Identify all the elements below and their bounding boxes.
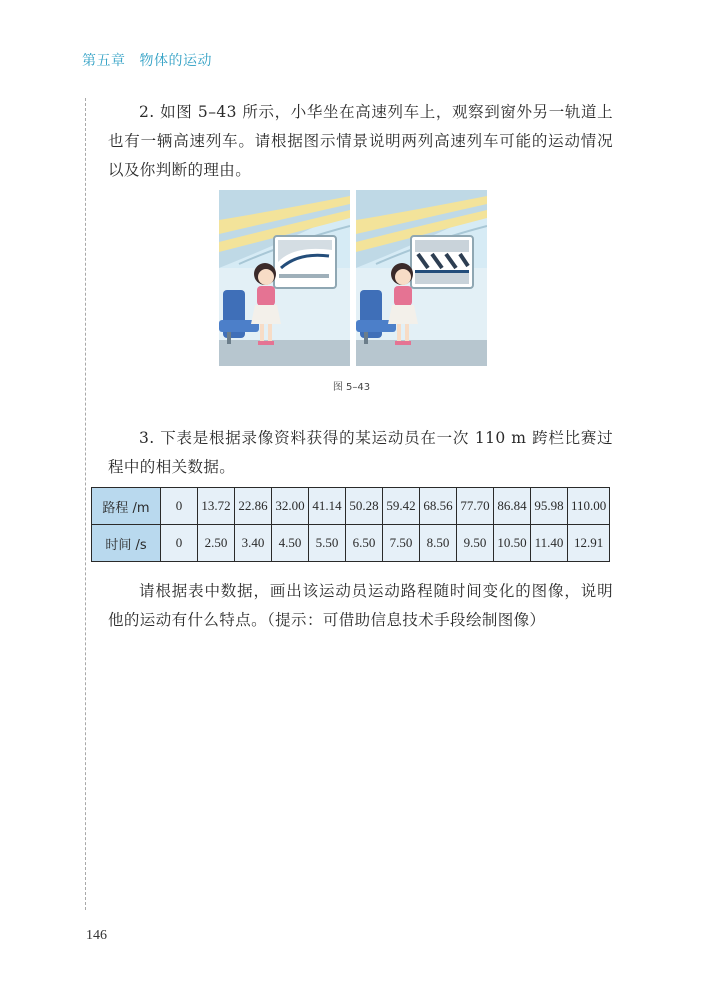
table-cell: 0 [161,525,198,562]
figure-caption: 图 5–43 [332,382,371,393]
table-cell: 95.98 [531,488,568,525]
table-cell: 8.50 [420,525,457,562]
chapter-title: 物体的运动 [139,53,212,69]
table-cell: 5.50 [309,525,346,562]
table-cell: 68.56 [420,488,457,525]
table-cell: 59.42 [383,488,420,525]
chapter-header [82,50,212,70]
row-label-distance: 路程 /m [92,488,161,525]
table-cell: 3.40 [235,525,272,562]
table-cell: 2.50 [198,525,235,562]
table-cell: 11.40 [531,525,568,562]
distance-time-table [91,487,610,562]
table-cell: 86.84 [494,488,531,525]
table-cell: 12.91 [568,525,610,562]
table-cell: 9.50 [457,525,494,562]
table-cell: 13.72 [198,488,235,525]
table-cell: 7.50 [383,525,420,562]
table-cell: 77.70 [457,488,494,525]
chapter-number: 第五章 [82,53,126,69]
table-cell: 4.50 [272,525,309,562]
figure-left-train-window [219,190,350,366]
question-2-text: 2. 如图 5–43 所示，小华坐在高速列车上，观察到窗外另一轨道上也有一辆高速列车。请根据图示情景说明两列高速列车可能的运动情况以及你判断的理由。 [108,103,613,179]
table-cell: 0 [161,488,198,525]
question-3-followup: 请根据表中数据，画出该运动员运动路程随时间变化的图像，说明他的运动有什么特点。（提示：可借助信息技术手段绘制图像） [108,582,613,629]
table-cell: 10.50 [494,525,531,562]
table-row-distance [92,488,610,525]
page-number: 146 [86,928,107,943]
margin-dotted-line [85,98,86,910]
question-3-text: 3. 下表是根据录像资料获得的某运动员在一次 110 m 跨栏比赛过程中的相关数据。 [108,429,613,476]
table-cell: 50.28 [346,488,383,525]
figure-right-train-window [356,190,487,366]
data-table-container [91,487,610,562]
table-cell: 41.14 [309,488,346,525]
table-cell: 110.00 [568,488,610,525]
table-cell: 22.86 [235,488,272,525]
table-cell: 6.50 [346,525,383,562]
table-row-time [92,525,610,562]
row-label-time: 时间 /s [92,525,161,562]
table-cell: 32.00 [272,488,309,525]
